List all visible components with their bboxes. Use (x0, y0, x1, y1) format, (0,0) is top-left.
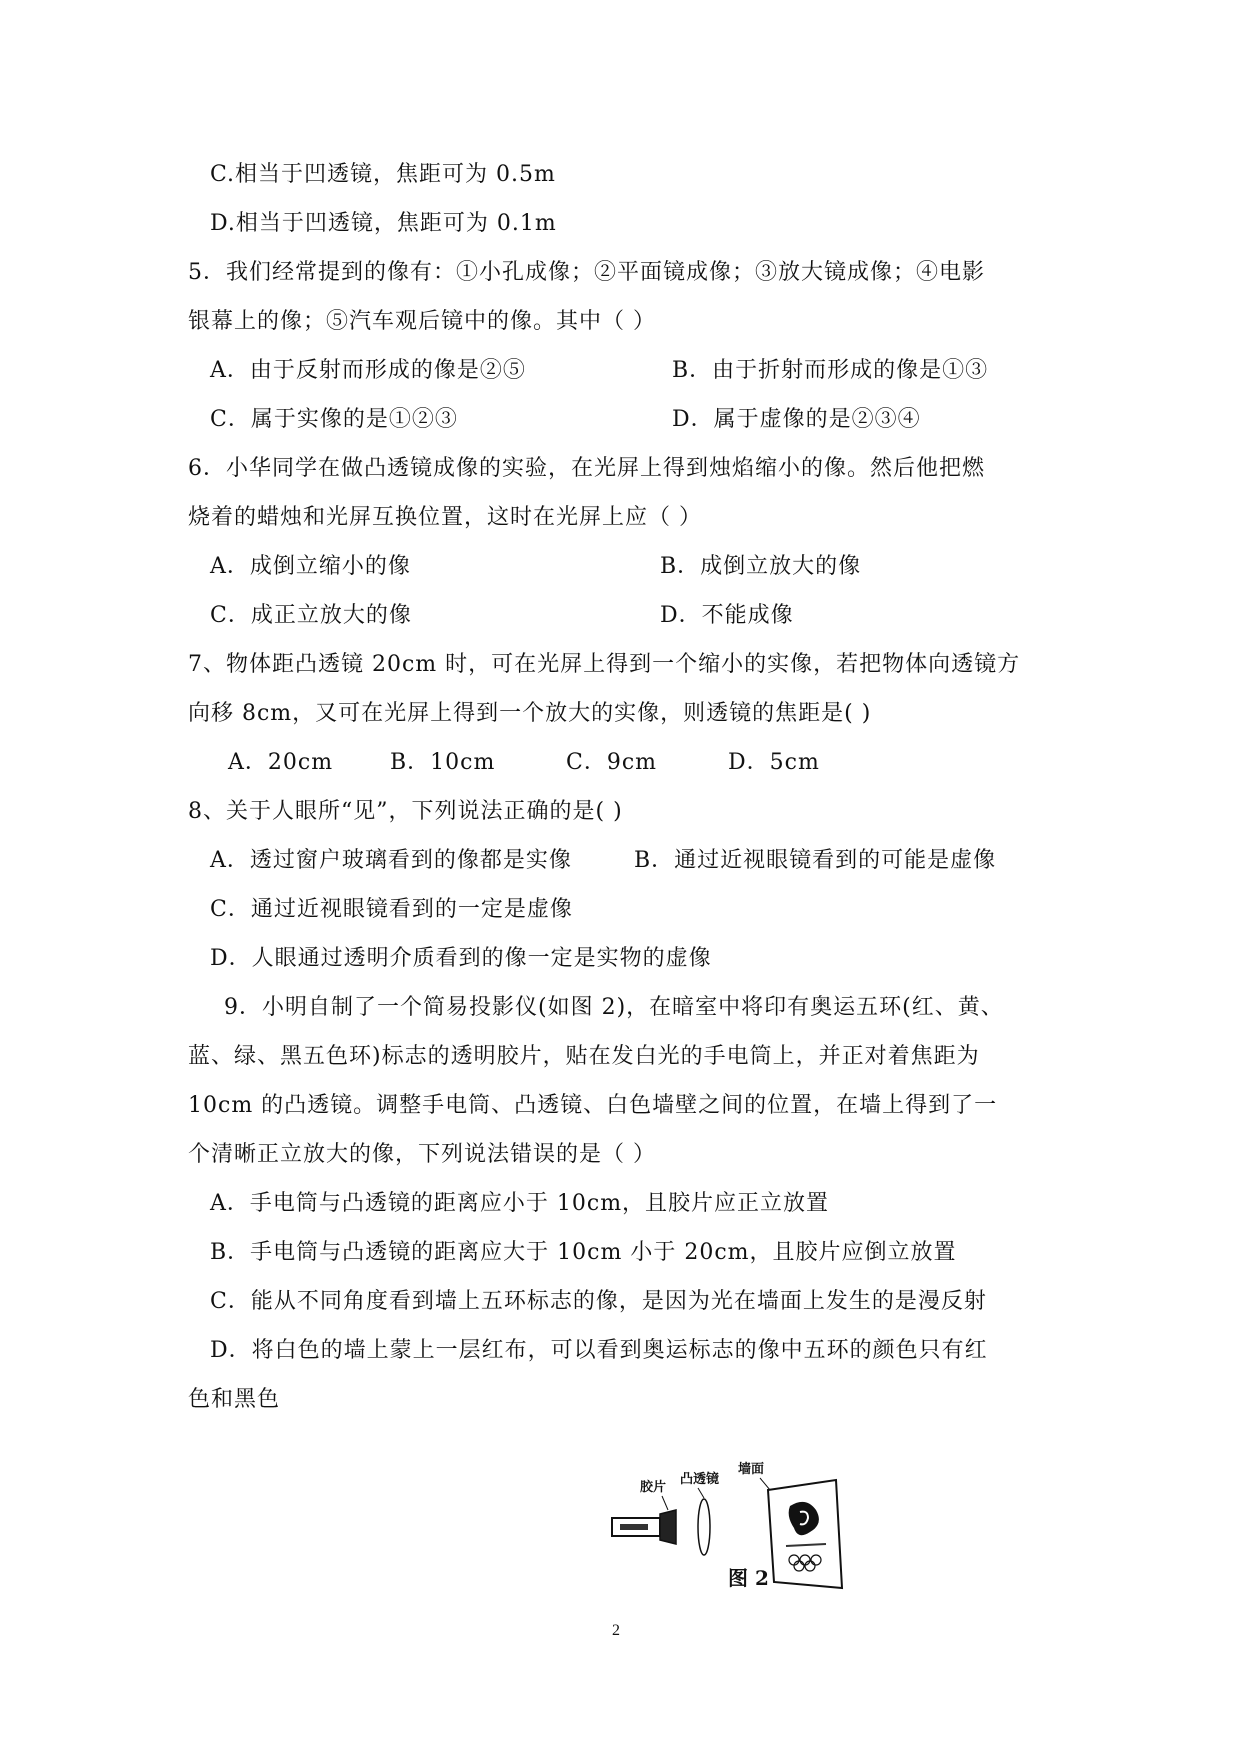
q7-option-c: C．9cm (566, 750, 658, 775)
label-film: 胶片 (640, 1480, 667, 1495)
flashlight-head (660, 1510, 676, 1544)
q5-option-b: B．由于折射而形成的像是①③ (672, 358, 989, 383)
film-pointer (662, 1496, 668, 1510)
q8-option-b: B．通过近视眼镜看到的可能是虚像 (634, 848, 997, 873)
q5-option-c: C．属于实像的是①②③ (210, 407, 458, 432)
page-number: 2 (612, 1622, 620, 1639)
q7-stem-line1: 7、物体距凸透镜 20cm 时，可在光屏上得到一个缩小的实像，若把物体向透镜方 (188, 652, 1021, 677)
q7-option-a: A．20cm (228, 750, 334, 775)
q7-option-d: D．5cm (728, 750, 820, 775)
q8-option-a: A．透过窗户玻璃看到的像都是实像 (210, 848, 572, 873)
q9-option-d-line1: D．将白色的墙上蒙上一层红布，可以看到奥运标志的像中五环的颜色只有红 (210, 1338, 988, 1363)
q8-option-d: D．人眼通过透明介质看到的像一定是实物的虚像 (210, 946, 712, 971)
wall-pointer (760, 1478, 770, 1490)
convex-lens (698, 1499, 710, 1555)
q8-option-c: C．通过近视眼镜看到的一定是虚像 (210, 897, 573, 922)
q5-stem-line2: 银幕上的像；⑤汽车观后镜中的像。其中（ ） (188, 309, 656, 334)
q9-stem-line4: 个清晰正立放大的像，下列说法错误的是（ ） (188, 1142, 656, 1167)
q7-option-b: B．10cm (390, 750, 496, 775)
q9-option-b: B．手电筒与凸透镜的距离应大于 10cm 小于 20cm，且胶片应倒立放置 (210, 1240, 957, 1265)
q9-option-a: A．手电筒与凸透镜的距离应小于 10cm，且胶片应正立放置 (210, 1191, 830, 1216)
figure-caption: 图 2 (728, 1566, 769, 1590)
q5-stem-line1: 5．我们经常提到的像有：①小孔成像；②平面镜成像；③放大镜成像；④电影 (188, 260, 985, 285)
q4-option-d: D.相当于凹透镜，焦距可为 0.1m (210, 211, 557, 236)
q5-option-d: D．属于虚像的是②③④ (672, 407, 921, 432)
q6-option-c: C．成正立放大的像 (210, 603, 412, 628)
q6-stem-line1: 6．小华同学在做凸透镜成像的实验，在光屏上得到烛焰缩小的像。然后他把燃 (188, 456, 985, 481)
label-lens: 凸透镜 (680, 1472, 720, 1487)
q7-stem-line2: 向移 8cm，又可在光屏上得到一个放大的实像，则透镜的焦距是( ) (188, 701, 872, 726)
q9-stem-line2: 蓝、绿、黑五色环)标志的透明胶片，贴在发白光的手电筒上，并正对着焦距为 (188, 1044, 980, 1069)
lens-pointer (698, 1488, 704, 1498)
q6-stem-line2: 烧着的蜡烛和光屏互换位置，这时在光屏上应（ ） (188, 505, 702, 530)
flashlight-switch (620, 1524, 648, 1530)
q9-option-d-line2: 色和黑色 (188, 1387, 281, 1412)
figure-2-projector-diagram (610, 1462, 850, 1590)
q9-stem-line1: 9．小明自制了一个简易投影仪(如图 2)，在暗室中将印有奥运五环(红、黄、 (224, 995, 1004, 1020)
q9-option-c: C．能从不同角度看到墙上五环标志的像，是因为光在墙面上发生的是漫反射 (210, 1289, 987, 1314)
q5-option-a: A．由于反射而形成的像是②⑤ (210, 358, 526, 383)
q6-option-b: B．成倒立放大的像 (660, 554, 862, 579)
q6-option-a: A．成倒立缩小的像 (210, 554, 411, 579)
q6-option-d: D．不能成像 (660, 603, 794, 628)
q9-stem-line3: 10cm 的凸透镜。调整手电筒、凸透镜、白色墙壁之间的位置，在墙上得到了一 (188, 1093, 998, 1118)
q8-stem: 8、关于人眼所“见”，下列说法正确的是( ) (188, 799, 623, 824)
q4-option-c: C.相当于凹透镜，焦距可为 0.5m (210, 162, 556, 187)
label-wall: 墙面 (738, 1462, 765, 1477)
